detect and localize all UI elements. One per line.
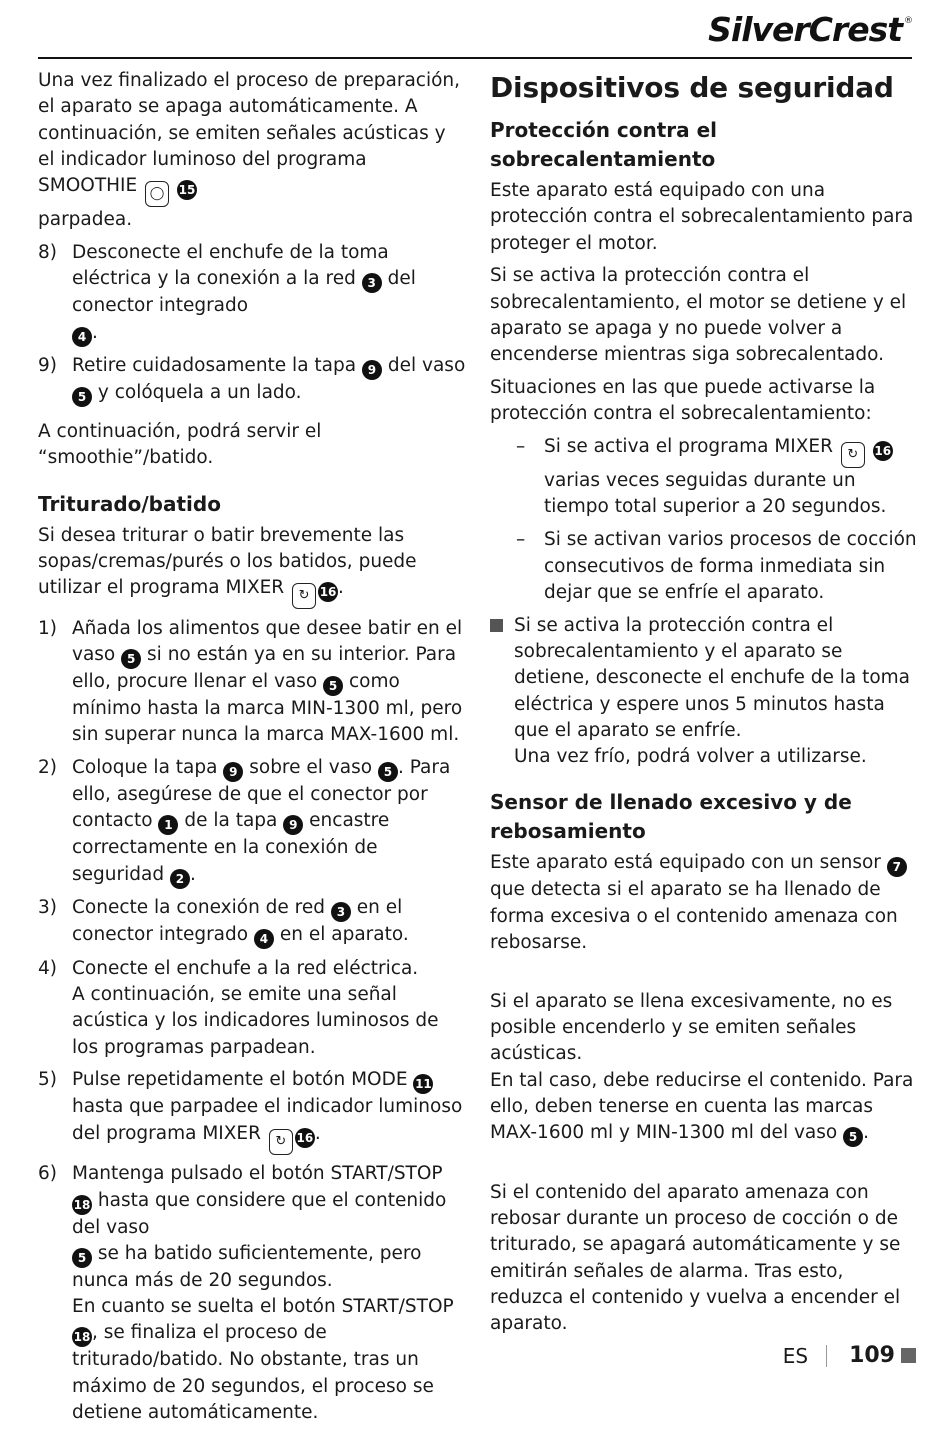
right-column [490,68,920,1344]
left-column [38,68,466,1433]
ref-badge: 5 [323,676,343,696]
ref-badge: 18 [72,1327,92,1347]
sensor-paragraph-3: Si el contenido del aparato amenaza con rebosar durante un proceso de cocción o de triturado, se apagará automáticamente y se emitirán señales de alarma. Tras esto, reduzca el contenido y vuelva a encender el aparato. [490,1181,901,1335]
mixer-program-icon: ↻ [269,1129,293,1155]
ref-badge: 3 [362,273,382,293]
ref-badge: 18 [72,1195,92,1215]
overheat-paragraph-1: Este aparato está equipado con una protección contra el sobrecalentamiento para proteger el motor. [490,180,914,254]
ref-badge: 3 [331,902,351,922]
header-rule [38,57,912,59]
page-footer [783,1343,916,1368]
step-4: 4) Conecte el enchufe a la red eléctrica. A continuación, se emite una señal acústica y los indicadores luminosos de los programas parpadean. [38,957,439,1058]
page-marker-icon [901,1348,916,1363]
square-bullet-icon [490,613,514,771]
serve-text: A continuación, podrá servir el “smoothie”/batido. [38,421,322,469]
ref-badge: 5 [72,1248,92,1268]
mixer-program-icon: ↻ [292,583,316,609]
ref-badge: 16 [295,1128,315,1148]
overheat-paragraph-3: Situaciones en las que puede activarse la protección contra el sobrecalentamiento: [490,377,876,425]
step-9: 9) Retire cuidadosamente la tapa 9 del vaso 5 y colóquela a un lado. [38,353,466,407]
ref-badge: 9 [362,360,382,380]
ref-badge: 9 [223,762,243,782]
ref-badge: 4 [254,929,274,949]
smoothie-program-icon: ◯ [145,181,169,207]
mixer-program-icon: ↻ [841,442,865,468]
step-1: 1) Añada los alimentos que desee batir en el vaso 5 si no están ya en su interior. Para ello, procure llenar el vaso 5 como mínimo hasta la marca MIN-1300 ml, pero sin superar nunca la marca MAX-1600 ml. [38,617,463,746]
ref-badge: 7 [887,857,907,877]
ref-badge: 1 [158,815,178,835]
footer-divider [826,1345,827,1367]
step-6: 6) Mantenga pulsado el botón START/STOP 18 hasta que considere que el contenido del vaso 5 se ha batido suficientemente, pero nunca más de 20 segundos. En cuanto se suelta el botón START/STOP 18, se finaliza el proceso de triturado/batido. No obstante, tras un máximo de 20 segundos, el proceso se detiene automáticamente. [38,1163,454,1424]
ref-badge: 15 [177,180,197,200]
ref-badge: 16 [318,582,338,602]
ref-badge: 11 [413,1074,433,1094]
dash-item: – Si se activan varios procesos de cocción consecutivos de forma inmediata sin dejar que se enfríe el aparato. [516,529,917,603]
ref-badge: 16 [873,441,893,461]
intro-paragraph: Una vez finalizado el proceso de preparación, el aparato se apaga automáticamente. A continuación, se emiten señales acústicas y el indicador luminoso del programa SMOOTHIE ◯ 15 parpadea. [38,70,461,231]
ref-badge: 5 [121,649,141,669]
step-2: 2) Coloque la tapa 9 sobre el vaso 5 . Para ello, asegúrese de que el conector por contacto 1 de la tapa 9 encastre correctamente en la conexión de seguridad 2 . [38,755,466,889]
heading-sensor: Sensor de llenado excesivo y de rebosamiento [490,790,852,844]
step-5: 5) Pulse repetidamente el botón MODE 11 hasta que parpadee el indicador luminoso del programa MIXER ↻ 16. [38,1067,466,1154]
ref-badge: 5 [843,1127,863,1147]
ref-badge: 5 [378,762,398,782]
step-8: 8) Desconecte el enchufe de la toma eléctrica y la conexión a la red 3 del conector integrado 4 . [38,240,466,347]
sensor-paragraph-2: Si el aparato se llena excesivamente, no es posible encenderlo y se emiten señales acústicas. En tal caso, debe reducirse el contenido. Para ello, deben tenerse en cuenta las marcas MAX-1600 ml y MIN-1300 ml del vaso 5 . [490,989,920,1147]
brand-logo: SilverCrest ® [708,10,912,49]
ref-badge: 5 [72,387,92,407]
language-code: ES [782,1343,809,1368]
step-3: 3) Conecte la conexión de red 3 en el conector integrado 4 en el aparato. [38,895,466,949]
ref-badge: 2 [170,869,190,889]
overheat-paragraph-2: Si se activa la protección contra el sobrecalentamiento, el motor se detiene y el aparato se apaga y no puede volver a encenderse mientras siga sobrecalentado. [490,265,907,366]
sensor-paragraph-1: Este aparato está equipado con un sensor 7 que detecta si el aparato se ha llenado de forma excesiva o el contenido amenaza con rebosarse. [490,850,920,956]
ref-badge: 4 [72,327,92,347]
dash-item: – Si se activa el programa MIXER ↻ 16 varias veces seguidas durante un tiempo total superior a 20 segundos. [516,436,892,518]
mixer-lead: Si desea triturar o batir brevemente las sopas/cremas/purés o los batidos, puede utilizar el programa MIXER ↻ 16. [38,523,466,610]
note-item: Si se activa la protección contra el sobrecalentamiento y el aparato se detiene, desconecte el enchufe de la toma eléctrica y espere unos 5 minutos hasta que el aparato se enfríe. Una vez frío, podrá volver a utilizarse. [490,613,920,771]
section-title: Dispositivos de seguridad [490,71,894,104]
ref-badge: 9 [283,815,303,835]
page-number: 109 [849,1343,895,1368]
heading-overheat: Protección contra el sobrecalentamiento [490,118,718,171]
heading-triturado: Triturado/batido [38,491,221,516]
